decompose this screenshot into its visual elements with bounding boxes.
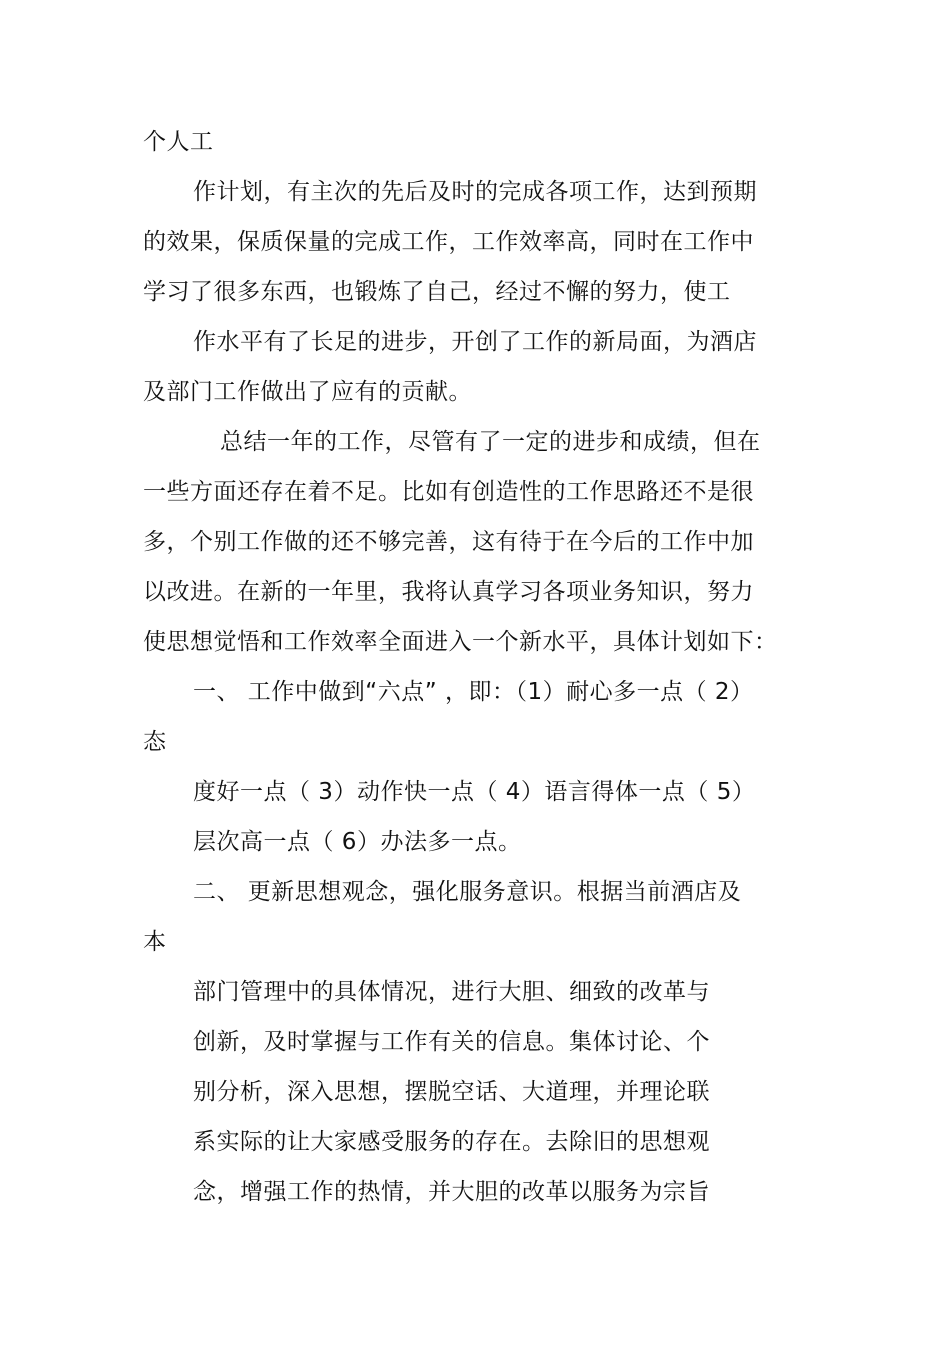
text-line: 学习了很多东西，也锻炼了自己，经过不懈的努力，使工 xyxy=(143,279,731,305)
list-item-2: 二、 更新思想观念，强化服务意识。根据当前酒店及 xyxy=(193,879,742,905)
text-line: 系实际的让大家感受服务的存在。去除旧的思想观 xyxy=(193,1129,710,1155)
text-line: 部门管理中的具体情况，进行大胆、细致的改革与 xyxy=(193,979,710,1005)
text-line: 创新，及时掌握与工作有关的信息。集体讨论、个 xyxy=(193,1029,710,1055)
text-line: 作水平有了长足的进步，开创了工作的新局面，为酒店 xyxy=(193,329,757,355)
text-line: 一些方面还存在着不足。比如有创造性的工作思路还不是很 xyxy=(143,479,754,505)
text-line: 及部门工作做出了应有的贡献。 xyxy=(143,379,472,405)
text-line: 本 xyxy=(143,929,167,955)
text-line: 作计划，有主次的先后及时的完成各项工作，达到预期 xyxy=(193,179,757,205)
text-line: 度好一点（ 3）动作快一点（ 4）语言得体一点（ 5） xyxy=(193,779,756,805)
text-line: 态 xyxy=(143,729,167,755)
text-line: 的效果，保质保量的完成工作，工作效率高，同时在工作中 xyxy=(143,229,754,255)
text-line: 使思想觉悟和工作效率全面进入一个新水平，具体计划如下： xyxy=(143,629,778,655)
text-line: 以改进。在新的一年里，我将认真学习各项业务知识，努力 xyxy=(143,579,754,605)
text-line: 念，增强工作的热情，并大胆的改革以服务为宗旨 xyxy=(193,1179,710,1205)
text-line: 多，个别工作做的还不够完善，这有待于在今后的工作中加 xyxy=(143,529,754,555)
text-line: 层次高一点（ 6）办法多一点。 xyxy=(193,829,522,855)
list-item-1: 一、 工作中做到“六点” ，即：（1）耐心多一点（ 2） xyxy=(193,679,754,705)
text-line: 个人工 xyxy=(143,129,214,155)
text-line: 别分析，深入思想，摆脱空话、大道理，并理论联 xyxy=(193,1079,710,1105)
text-line: 总结一年的工作，尽管有了一定的进步和成绩，但在 xyxy=(220,429,761,455)
